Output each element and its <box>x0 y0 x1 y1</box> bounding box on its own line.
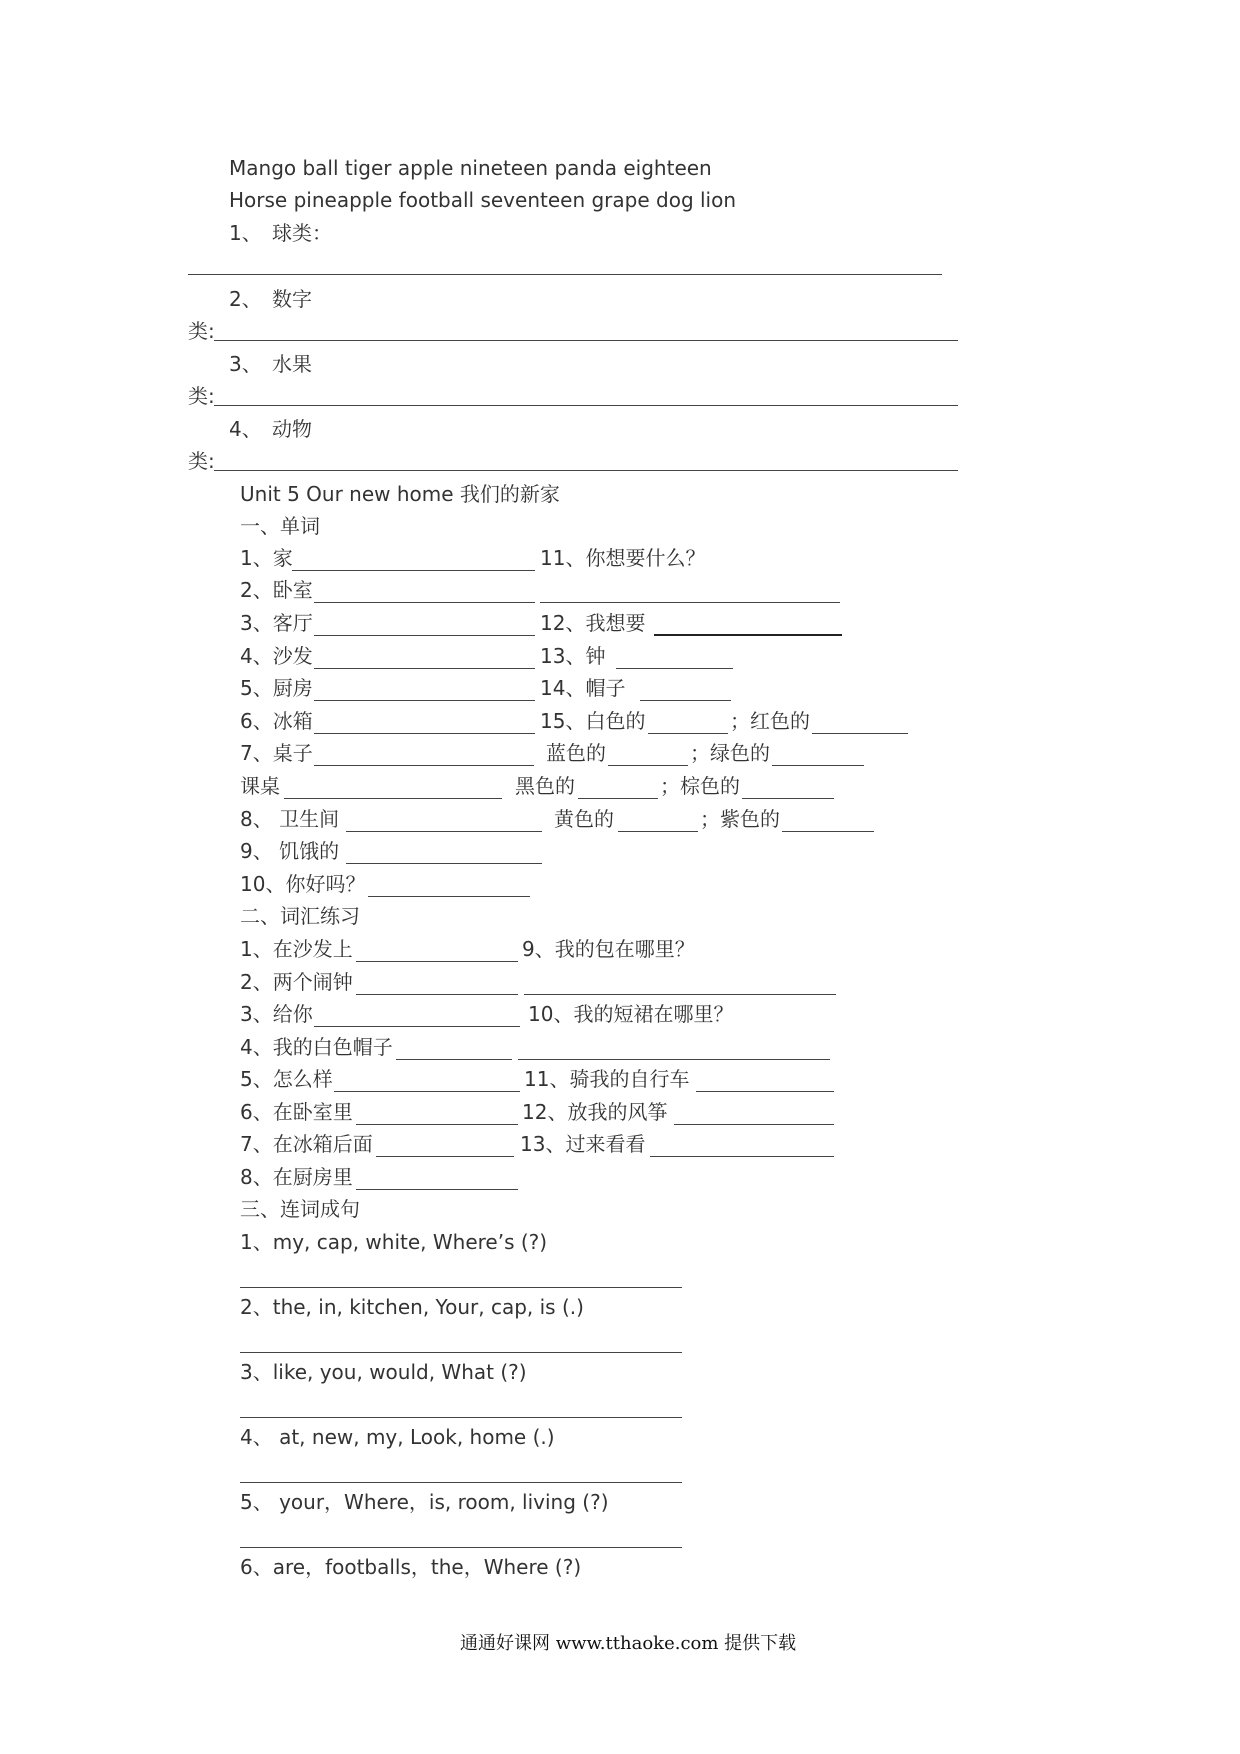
word-bank-line-1: Mango ball tiger apple nineteen panda eighteen <box>229 156 712 180</box>
section-3-heading: 三、连词成句 <box>240 1197 360 1221</box>
category-4-answer-line[interactable] <box>214 470 958 471</box>
answer-blank[interactable] <box>314 1026 520 1027</box>
phrase-item: 6、在卧室里 <box>240 1100 353 1124</box>
answer-blank[interactable] <box>696 1091 834 1092</box>
answer-blank[interactable] <box>616 668 733 669</box>
vocab-item: 9、 饥饿的 <box>240 839 340 863</box>
vocab-item: 黄色的 <box>554 807 614 831</box>
phrase-item: 10、我的短裙在哪里？ <box>528 1002 734 1026</box>
vocab-item: 5、厨房 <box>240 676 313 700</box>
phrase-item: 8、在厨房里 <box>240 1165 353 1189</box>
category-1-label: 球类： <box>272 221 332 245</box>
vocab-item: ；棕色的 <box>660 774 740 798</box>
sentence-item: 3、like, you, would, What (?) <box>240 1360 527 1384</box>
sentence-item: 5、 your，Where，is, room, living (?) <box>240 1490 609 1514</box>
vocab-item: 13、钟 <box>540 644 606 668</box>
category-3-number: 3、 <box>229 352 262 376</box>
sentence-answer-line[interactable] <box>240 1417 682 1418</box>
vocab-item: ；绿色的 <box>690 741 770 765</box>
category-3-answer-line[interactable] <box>214 405 958 406</box>
answer-blank[interactable] <box>812 733 908 734</box>
answer-blank[interactable] <box>524 994 836 995</box>
answer-blank[interactable] <box>292 570 535 571</box>
answer-blank[interactable] <box>608 765 688 766</box>
answer-blank[interactable] <box>346 863 542 864</box>
answer-blank[interactable] <box>396 1059 512 1060</box>
vocab-item: 1、家 <box>240 546 293 570</box>
answer-blank[interactable] <box>314 700 535 701</box>
vocab-item: ；紫色的 <box>700 807 780 831</box>
answer-blank[interactable] <box>368 896 530 897</box>
phrase-item: 12、放我的风筝 <box>522 1100 668 1124</box>
answer-blank[interactable] <box>284 798 502 799</box>
answer-blank[interactable] <box>540 602 840 603</box>
answer-blank[interactable] <box>346 831 542 832</box>
category-2-label: 数字 <box>272 287 312 311</box>
answer-blank[interactable] <box>650 1156 834 1157</box>
answer-blank[interactable] <box>648 733 728 734</box>
answer-blank[interactable] <box>772 765 864 766</box>
vocab-item: 11、你想要什么？ <box>540 546 706 570</box>
sentence-answer-line[interactable] <box>240 1352 682 1353</box>
vocab-item: 课桌 <box>240 774 280 798</box>
vocab-item: 15、白色的 <box>540 709 646 733</box>
category-4-label: 动物 <box>272 417 312 441</box>
phrase-item: 9、我的包在哪里？ <box>522 937 695 961</box>
category-2-number: 2、 <box>229 287 262 311</box>
vocab-item: 14、帽子 <box>540 676 626 700</box>
answer-blank[interactable] <box>518 1059 830 1060</box>
sentence-answer-line[interactable] <box>240 1482 682 1483</box>
sentence-item: 6、are，footballs，the，Where (?) <box>240 1555 582 1579</box>
category-3-label: 水果 <box>272 352 312 376</box>
phrase-item: 11、骑我的自行车 <box>524 1067 690 1091</box>
vocab-item: 6、冰箱 <box>240 709 313 733</box>
answer-blank[interactable] <box>654 634 842 636</box>
sentence-answer-line[interactable] <box>240 1287 682 1288</box>
phrase-item: 7、在冰箱后面 <box>240 1132 373 1156</box>
answer-blank[interactable] <box>618 831 698 832</box>
answer-blank[interactable] <box>640 700 731 701</box>
answer-blank[interactable] <box>314 733 535 734</box>
answer-blank[interactable] <box>356 961 518 962</box>
vocab-item: 黑色的 <box>515 774 575 798</box>
answer-blank[interactable] <box>742 798 834 799</box>
page-footer: 通通好课网 www.tthaoke.com 提供下载 <box>460 1633 797 1654</box>
sentence-answer-line[interactable] <box>240 1547 682 1548</box>
vocab-item: 10、你好吗？ <box>240 872 366 896</box>
answer-blank[interactable] <box>314 668 535 669</box>
phrase-item: 1、在沙发上 <box>240 937 353 961</box>
vocab-item: 12、我想要 <box>540 611 646 635</box>
phrase-item: 5、怎么样 <box>240 1067 333 1091</box>
sentence-item: 4、 at, new, my, Look, home (.) <box>240 1425 555 1449</box>
section-1-heading: 一、单词 <box>240 514 320 538</box>
answer-blank[interactable] <box>578 798 658 799</box>
answer-blank[interactable] <box>356 1124 518 1125</box>
phrase-item: 4、我的白色帽子 <box>240 1035 393 1059</box>
answer-blank[interactable] <box>334 1091 520 1092</box>
answer-blank[interactable] <box>314 602 535 603</box>
sentence-item: 2、the, in, kitchen, Your, cap, is (.) <box>240 1295 584 1319</box>
answer-blank[interactable] <box>314 635 535 636</box>
category-2-suffix: 类: <box>188 319 215 343</box>
category-4-suffix: 类: <box>188 449 215 473</box>
section-2-heading: 二、词汇练习 <box>240 904 360 928</box>
vocab-item: 2、卧室 <box>240 578 313 602</box>
phrase-item: 3、给你 <box>240 1002 313 1026</box>
category-1-answer-line[interactable] <box>188 274 942 275</box>
answer-blank[interactable] <box>314 765 534 766</box>
answer-blank[interactable] <box>782 831 874 832</box>
category-1-number: 1、 <box>229 221 262 245</box>
vocab-item: 3、客厅 <box>240 611 313 635</box>
vocab-item: ；红色的 <box>730 709 810 733</box>
vocab-item: 8、 卫生间 <box>240 807 340 831</box>
vocab-item: 7、桌子 <box>240 741 313 765</box>
category-3-suffix: 类: <box>188 384 215 408</box>
unit-title: Unit 5 Our new home 我们的新家 <box>240 482 560 506</box>
category-4-number: 4、 <box>229 417 262 441</box>
vocab-item: 蓝色的 <box>546 741 606 765</box>
phrase-item: 2、两个闹钟 <box>240 970 353 994</box>
answer-blank[interactable] <box>376 1156 514 1157</box>
sentence-item: 1、my, cap, white, Where’s (?) <box>240 1230 548 1254</box>
answer-blank[interactable] <box>356 1189 518 1190</box>
answer-blank[interactable] <box>674 1124 834 1125</box>
word-bank-line-2: Horse pineapple football seventeen grape dog lion <box>229 188 737 212</box>
category-2-answer-line[interactable] <box>214 340 958 341</box>
phrase-item: 13、过来看看 <box>520 1132 646 1156</box>
answer-blank[interactable] <box>356 994 518 995</box>
vocab-item: 4、沙发 <box>240 644 313 668</box>
